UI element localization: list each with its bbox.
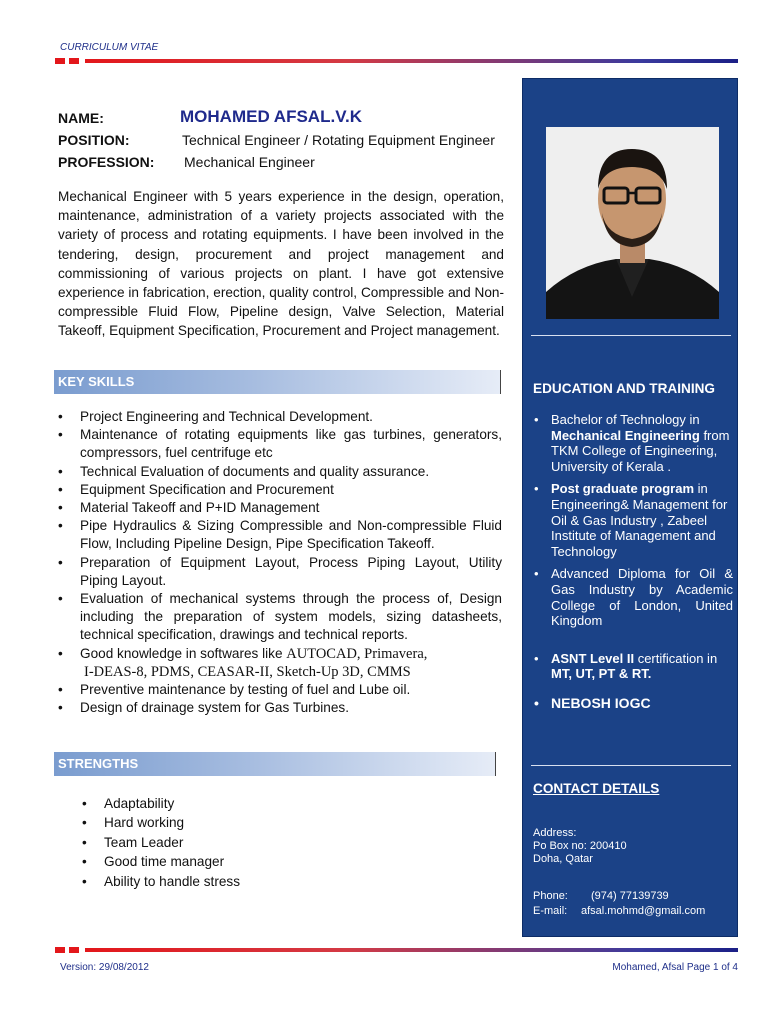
position-label: POSITION: — [58, 132, 130, 148]
list-item: • Adaptability — [80, 794, 380, 813]
name-label: NAME: — [58, 110, 104, 126]
software-prefix: Good knowledge in softwares like — [80, 645, 287, 661]
education-item: • Bachelor of Technology in Mechanical Engineering from TKM College of Engineering, University of Kerala . — [533, 412, 733, 474]
footer-page-number: Mohamed, Afsal Page 1 of 4 — [612, 962, 738, 973]
education-item: • Advanced Diploma for Oil & Gas Industry by Academic College of London, United Kingdom — [533, 566, 733, 628]
list-item: • Maintenance of rotating equipments like gas turbines, generators, compressors, fuel centrifuge etc — [56, 426, 502, 462]
footer-version: Version: 29/08/2012 — [60, 962, 149, 973]
email-label: E-mail: — [533, 905, 568, 917]
list-item: • Design of drainage system for Gas Turbines. — [56, 699, 502, 717]
list-item: • Team Leader — [80, 833, 380, 852]
key-skills-list — [56, 408, 502, 717]
list-item: • Technical Evaluation of documents and quality assurance. — [56, 463, 502, 481]
footer-rule — [55, 947, 738, 953]
position-value: Technical Engineer / Rotating Equipment Engineer — [182, 132, 495, 148]
profile-summary: Mechanical Engineer with 5 years experience in the design, operation, maintenance, administration of a variety projects associated with the variety of process and rotating equipments. I have been involved in the tendering, design, procurement and project management and commissioning of various projects on plant. I have got extensive experience in fabrication, erection, quality control, Compressible and Non- compressible Fluid Flow, Pipeline design, Valve Selection, Material Takeoff, Equipment Specification, Procurement and Project management. — [58, 189, 504, 339]
education-list — [533, 412, 733, 719]
profession-value: Mechanical Engineer — [184, 154, 315, 170]
key-skills-heading-bar — [54, 370, 501, 394]
list-item: • Preparation of Equipment Layout, Process Piping Layout, Utility Piping Layout. — [56, 554, 502, 590]
strengths-list — [80, 794, 380, 891]
email-value[interactable]: afsal.mohmd@gmail.com — [581, 905, 706, 917]
education-item: • Post graduate program in Engineering& Management for Oil & Gas Industry , Zabeel Institute of Management and Technology — [533, 481, 733, 559]
sidebar — [522, 78, 738, 937]
education-item: • NEBOSH IOGC — [533, 696, 733, 712]
address-line1: Po Box no: 200410 — [533, 840, 627, 852]
address-label: Address: — [533, 827, 577, 839]
profession-label: PROFESSION: — [58, 154, 155, 170]
sidebar-divider — [531, 765, 731, 766]
list-item: • Project Engineering and Technical Development. — [56, 408, 502, 426]
profile-photo — [546, 127, 719, 319]
contact-email — [533, 905, 733, 918]
strengths-heading: STRENGTHS — [58, 756, 139, 771]
software-list-line1: AUTOCAD, Primavera, — [286, 645, 428, 662]
address-line2: Doha, Qatar — [533, 853, 593, 865]
strengths-heading-bar — [54, 752, 496, 776]
list-item: • Evaluation of mechanical systems through the process of, Design including the preparation of system models, sizing datasheets, technical specification, drawings and technical reports. — [56, 590, 502, 645]
list-item: • Hard working — [80, 813, 380, 832]
name-value: MOHAMED AFSAL.V.K — [180, 107, 362, 126]
header-rule — [55, 58, 738, 64]
phone-label: Phone: — [533, 890, 568, 902]
list-item-software — [56, 645, 502, 681]
key-skills-heading: KEY SKILLS — [58, 374, 135, 389]
list-item: • Pipe Hydraulics & Sizing Compressible and Non-compressible Fluid Flow, Including Pipeline Design, Pipe Specification Takeoff. — [56, 517, 502, 553]
phone-value: (974) 77139739 — [591, 890, 669, 902]
contact-address — [533, 827, 627, 866]
document-header-title: CURRICULUM VITAE — [60, 42, 159, 53]
person-photo-illustration — [546, 127, 719, 319]
list-item: • Preventive maintenance by testing of fuel and Lube oil. — [56, 681, 502, 699]
list-item: • Equipment Specification and Procurement — [56, 481, 502, 499]
education-item: • ASNT Level II certification in MT, UT, PT & RT. — [533, 651, 733, 682]
list-item: • Good time manager — [80, 852, 380, 871]
list-item: • Ability to handle stress — [80, 872, 380, 891]
software-list-line2: I-DEAS-8, PDMS, CEASAR-II, Sketch-Up 3D, CMMS — [84, 663, 411, 680]
list-item: • Material Takeoff and P+ID Management — [56, 499, 502, 517]
sidebar-divider — [531, 335, 731, 336]
contact-heading: CONTACT DETAILS — [533, 781, 660, 796]
education-heading: EDUCATION AND TRAINING — [533, 381, 715, 396]
contact-phone — [533, 890, 733, 903]
